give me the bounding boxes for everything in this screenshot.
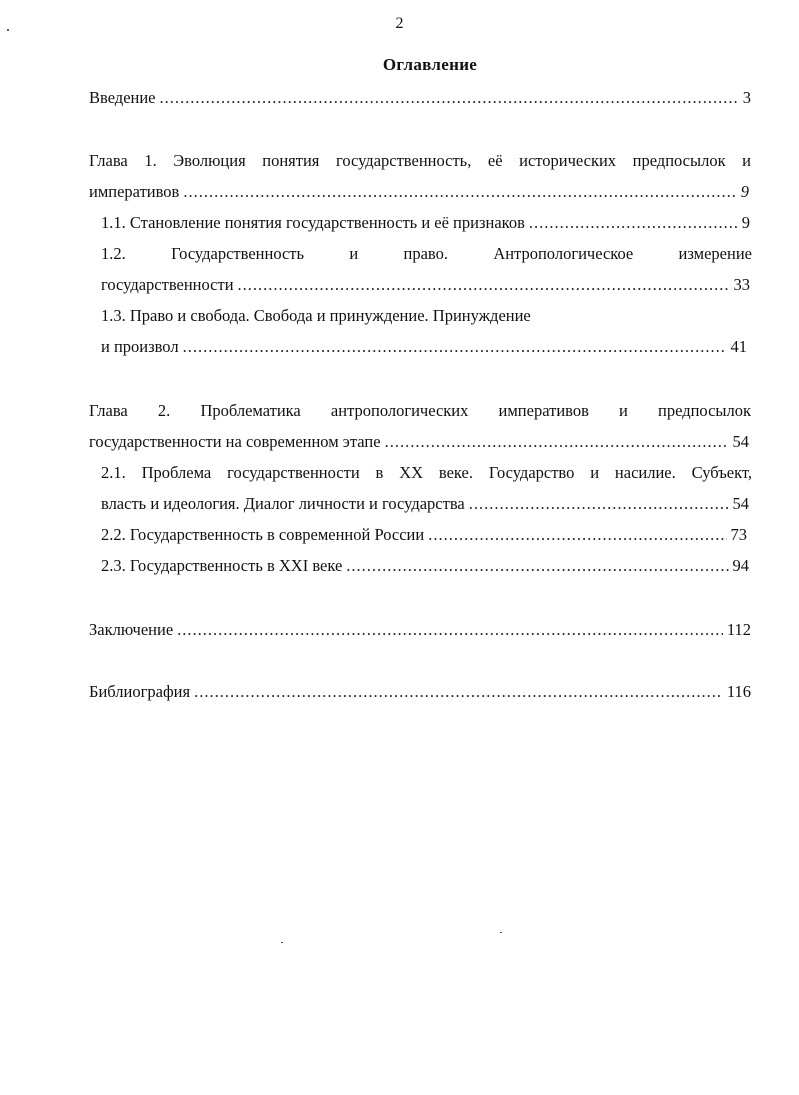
leader-dots xyxy=(183,337,727,357)
toc-page-number: 54 xyxy=(732,432,749,451)
page-title: Оглавление xyxy=(382,55,478,74)
toc-entry-section-1-1[interactable] xyxy=(101,213,750,233)
leader-dots xyxy=(160,88,739,108)
toc-entry-label: 1.1. Становление понятия государственность и её признаков xyxy=(101,213,525,232)
toc-page-number: 112 xyxy=(726,620,751,639)
leader-dots xyxy=(385,432,729,452)
toc-entry-conclusion[interactable] xyxy=(89,620,751,640)
toc-page-number: 116 xyxy=(726,682,751,701)
toc-section-1-3-line1[interactable]: 1.3. Право и свобода. Свобода и принуждение. Принуждение xyxy=(101,306,531,325)
leader-dots xyxy=(529,213,738,233)
leader-dots xyxy=(238,275,730,295)
toc-entry-label: и произвол xyxy=(101,337,179,356)
toc-entry-label: 2.2. Государственность в современной России xyxy=(101,525,425,544)
toc-entry-section-1-2[interactable] xyxy=(101,275,750,295)
toc-entry-section-2-2[interactable] xyxy=(101,525,747,545)
toc-entry-section-2-1[interactable] xyxy=(101,494,749,514)
toc-section-2-1-line1[interactable]: 2.1. Проблема государственности в XX веке. Государство и насилие. Субъект, xyxy=(101,463,752,482)
toc-entry-section-1-3[interactable] xyxy=(101,337,747,357)
toc-entry-bibliography[interactable] xyxy=(89,682,751,702)
toc-entry-chapter1[interactable] xyxy=(89,182,749,202)
toc-entry-label: государственности на современном этапе xyxy=(89,432,381,451)
leader-dots xyxy=(469,494,729,514)
toc-entry-label: власть и идеология. Диалог личности и государства xyxy=(101,494,465,513)
toc-entry-label: государственности xyxy=(101,275,234,294)
toc-entry-label: Заключение xyxy=(89,620,174,639)
toc-section-1-2-line1[interactable]: 1.2. Государственность и право. Антропологическое измерение xyxy=(101,244,752,263)
leader-dots xyxy=(183,182,736,202)
toc-entry-chapter2[interactable] xyxy=(89,432,749,452)
toc-page-number: 54 xyxy=(732,494,749,513)
toc-entry-label: 2.3. Государственность в XXI веке xyxy=(101,556,343,575)
toc-entry-label: Библиография xyxy=(89,682,191,701)
toc-page-number: 41 xyxy=(730,337,747,356)
toc-page-number: 33 xyxy=(733,275,750,294)
toc-page-number: 9 xyxy=(741,213,750,232)
toc-chapter2-title-line1[interactable]: Глава 2. Проблематика антропологических императивов и предпосылок xyxy=(89,401,751,420)
page-number: 2 xyxy=(395,15,404,32)
toc-entry-section-2-3[interactable] xyxy=(101,556,749,576)
toc-entry-label: императивов xyxy=(89,182,180,201)
leader-dots xyxy=(177,620,723,640)
toc-chapter1-title-line1[interactable]: Глава 1. Эволюция понятия государственность, её исторических предпосылок и xyxy=(89,151,751,170)
toc-entry-label: Введение xyxy=(89,88,156,107)
toc-page-number: 9 xyxy=(740,182,749,201)
leader-dots xyxy=(428,525,726,545)
toc-page-number: 3 xyxy=(742,88,751,107)
leader-dots xyxy=(194,682,723,702)
leader-dots xyxy=(346,556,728,576)
toc-page-number: 94 xyxy=(732,556,749,575)
toc-entry-intro[interactable] xyxy=(89,88,751,108)
toc-page-number: 73 xyxy=(730,525,747,544)
